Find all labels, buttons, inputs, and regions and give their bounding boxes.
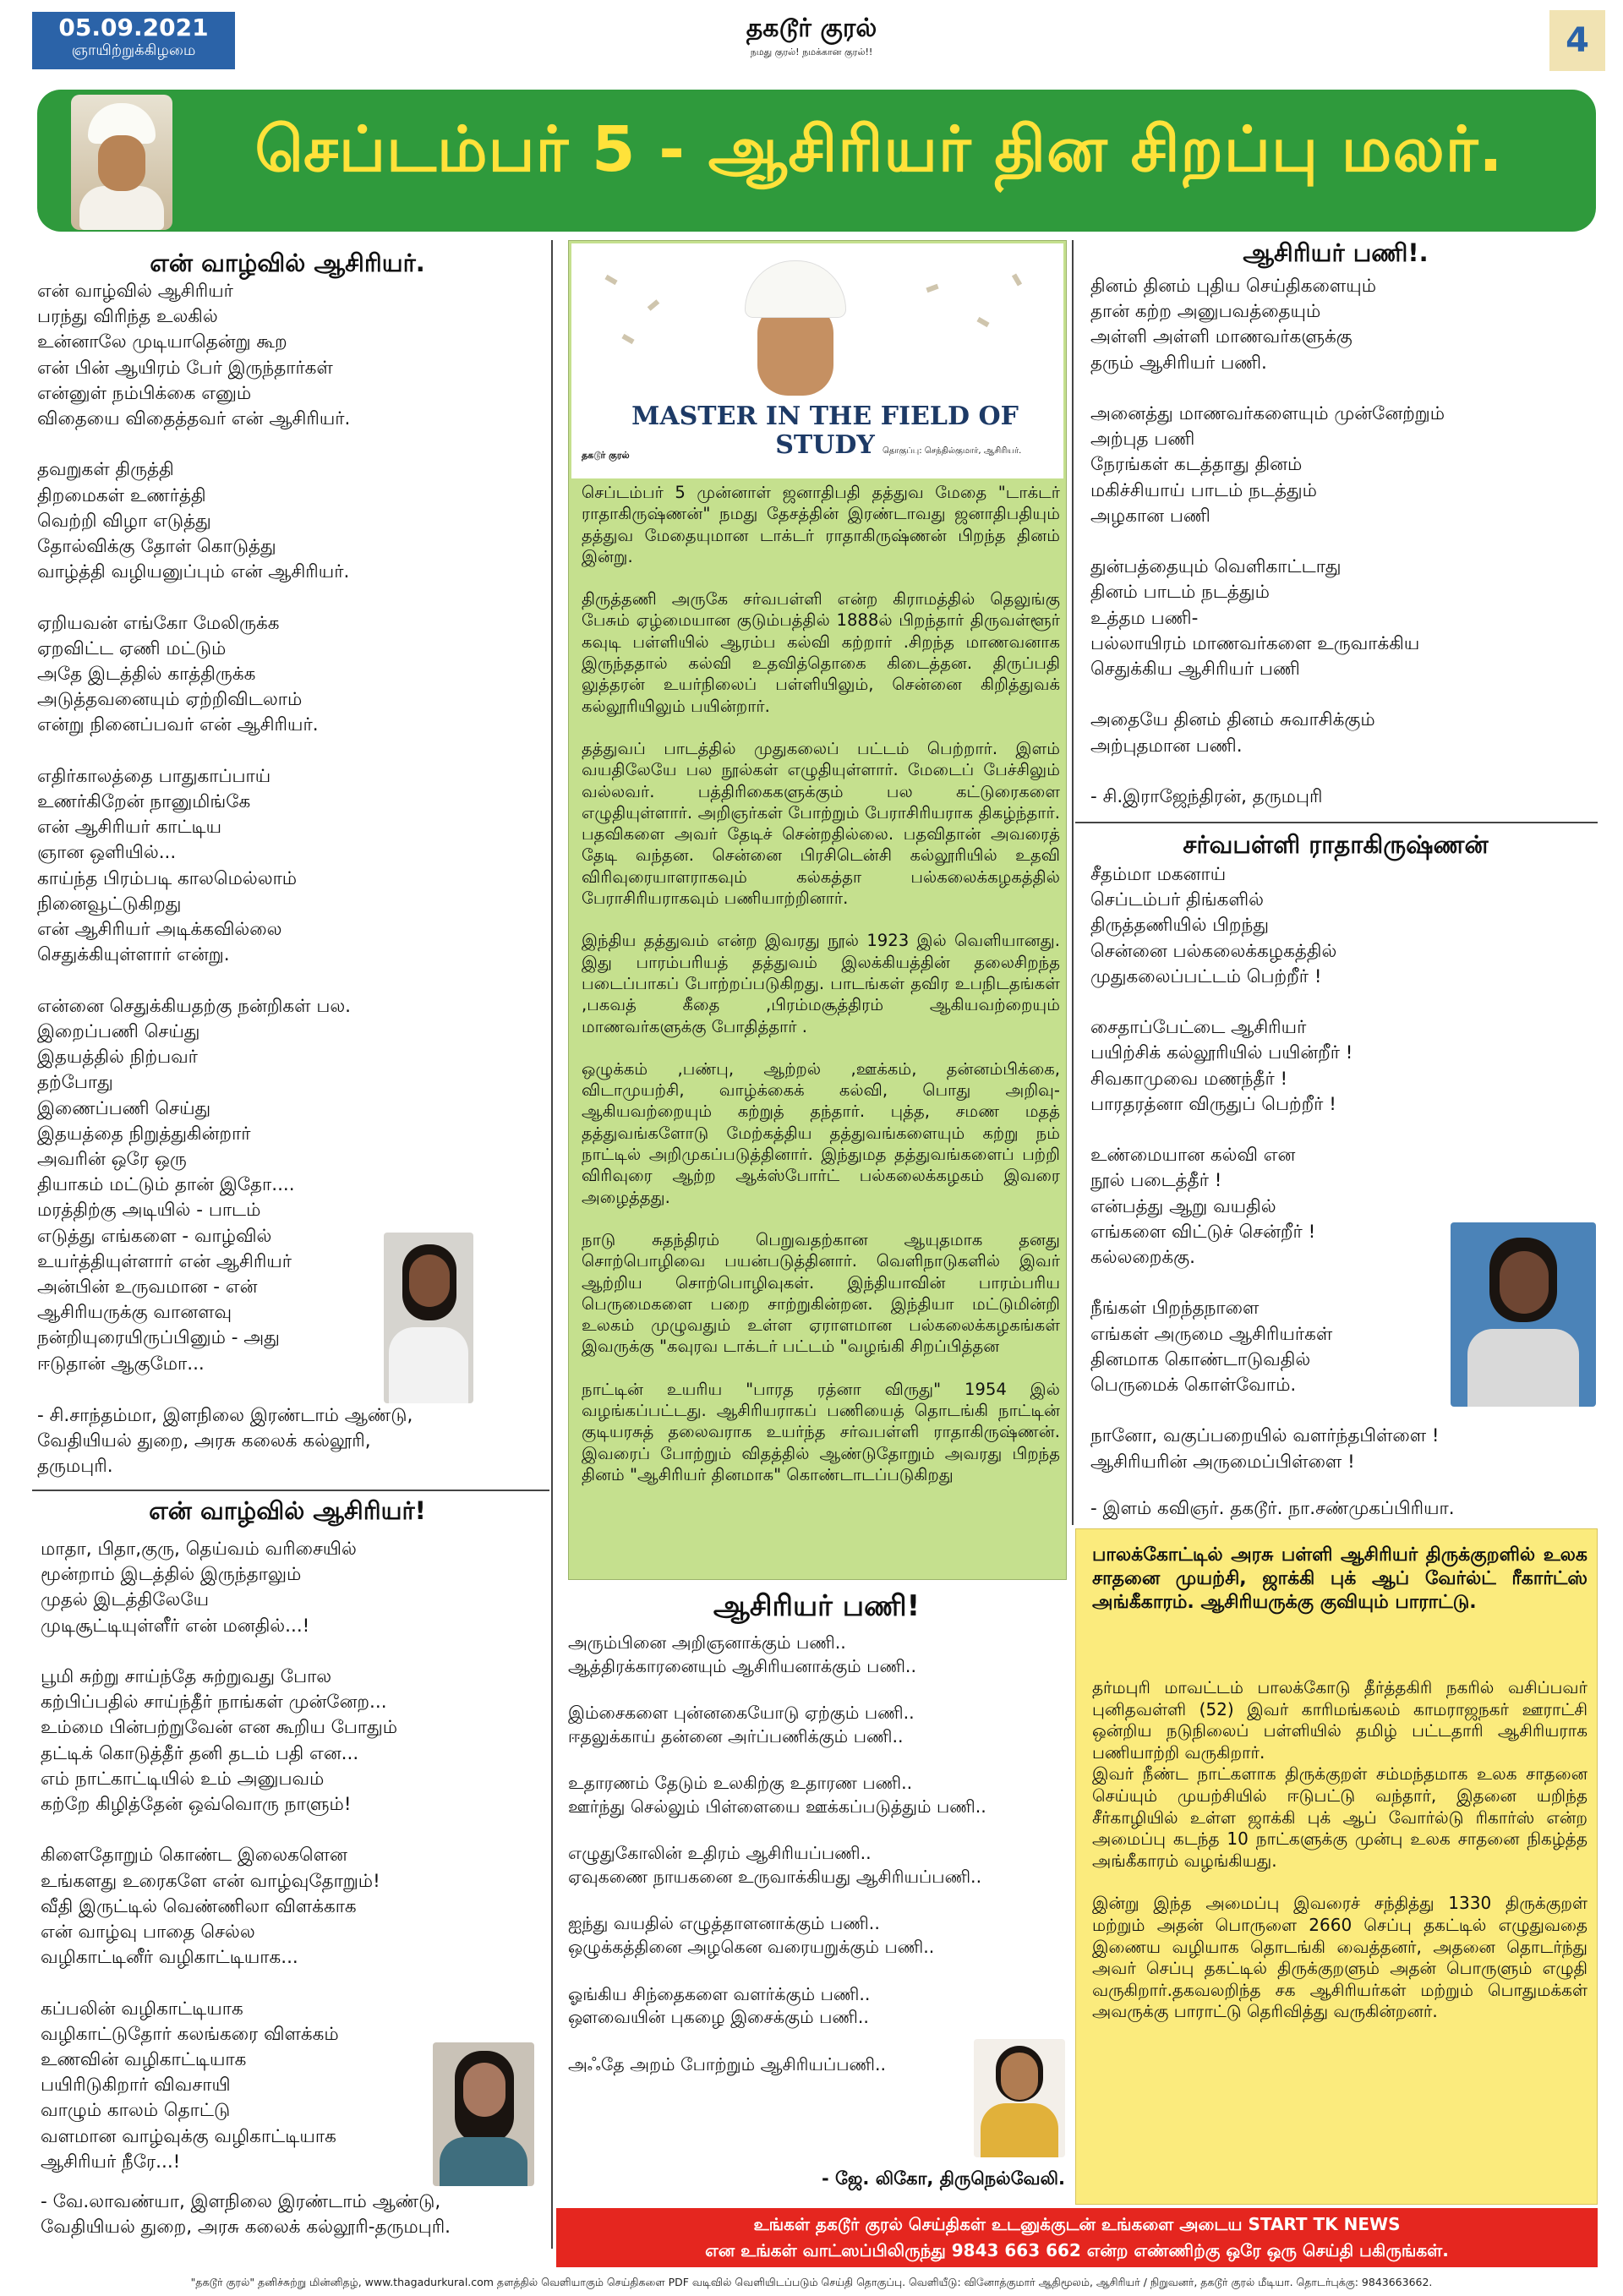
student-photo-3 bbox=[1451, 1222, 1596, 1407]
masthead-logo bbox=[727, 14, 896, 73]
page-number: 4 bbox=[1549, 10, 1605, 71]
date-box bbox=[32, 12, 235, 69]
right2-poem: சீதம்மா மகனாய் செப்டம்பர் திங்களில் திருத்தணியில் பிறந்து சென்னை பல்கலைக்கழகத்தில் முதுகலைப்பட்டம் பெற்றீர் ! சைதாப்பேட்டை ஆசிரியர் பயிற்சிக் கல்லூரியில் பயின்றீர் ! சிவகாமுவை மணந்தீர் ! பாரதரத்னா விருதுப் பெற்றீர் ! உண்மையான கல்வி என நூல் படைத்தீர் ! என்பத்து ஆறு வயதில் எங்களை விட்டுச் சென்றீர் ! கல்லறைக்கு. நீங்கள் பிறந்தநாளை எங்கள் அருமை ஆசிரியர்கள் தினமாக கொண்டாடுவதில் பெருமைக் கொள்வோம். நானோ, வகுப்பறையில் வளர்ந்தபிள்ளை ! ஆசிரியரின் அருமைப்பிள்ளை ! bbox=[1090, 864, 1440, 1473]
column-rule-left bbox=[551, 240, 553, 2249]
news-paragraph: இன்று இந்த அமைப்பு இவரைச் சந்தித்து 1330 திருக்குறள் மற்றும் அதன் பொருளை 2660 செப்பு தகட்டில் எழுதுவதை இணைய வழியாக தொடங்கி வைத்தனர், அதனை தொடர்ந்து அவர் செப்பு தகட்டில் திருக்குறளும் அதன் பொருளும் எழுதி வருகிறார்.தகவலறிந்த சக ஆசிரியர்கள் மற்றும் பொதுமக்கள் அவருக்கு பாராட்டு தெரிவித்து வருகின்றனர். bbox=[1092, 1893, 1587, 2022]
left1-author: - சி.சாந்தம்மா, இளநிலை இரண்டாம் ஆண்டு, வேதியியல் துறை, அரசு கலைக் கல்லூரி, தருமபுரி. bbox=[37, 1405, 413, 1478]
news-paragraph: தர்மபுரி மாவட்டம் பாலக்கோடு தீர்த்தகிரி நகரில் வசிப்பவர் புனிதவள்ளி (52) இவர் காரிமங்கலம் காமராஜநகர் ஊராட்சி ஒன்றிய நடுநிலைப் பள்ளியில் தமிழ் பட்டதாரி ஆசிரியராக பணியாற்றி வருகிறார். இவர் நீண்ட நாட்களாக திருக்குறள் சம்மந்தமாக உலக சாதனை செய்யும் முயற்சியில் ஈடுபட்டு வந்தார், இதனை யறிந்த சீர்காழியில் உள்ள ஜாக்கி புக் ஆப் வோர்ல்டு ரிகார்ஸ் என்ற அமைப்பு கடந்த 10 நாட்களுக்கு முன்பு உலக சாதனை நிகழ்த்த அங்கீகாரம் வழங்கியது. bbox=[1092, 1677, 1587, 1871]
center-paragraph: ஒழுக்கம் ,பண்பு, ஆற்றல் ,ஊக்கம், தன்னம்பிக்கை, விடாமுயற்சி, வாழ்க்கைக் கல்வி, பொது அறிவு- ஆகியவற்றையும் கற்றுத் தந்தார். புத்த, சமண மதத் தத்துவங்களோடு மேற்கத்திய தத்துவங்களையும் கற்று நம் நாட்டில் அறிமுகப்படுத்தினார். இந்துமத தத்துவங்களைப் பற்றி விரிவுரை ஆற்ற ஆக்ஸ்போர்ட் பல்கலைக்கழகம் இவரை அழைத்தது. bbox=[582, 1058, 1060, 1207]
radhakrishnan-portrait bbox=[71, 95, 172, 230]
right1-poem: தினம் தினம் புதிய செய்திகளையும் தான் கற்ற அனுபவத்தையும் அள்ளி அள்ளி மாணவர்களுக்கு தரும் ஆசிரியர் பணி. அனைத்து மாணவர்களையும் முன்னேற்றும் அற்புத பணி நேரங்கள் கடத்தாது தினம் மகிச்சியாய் பாடம் நடத்தும் அழகான பணி துன்பத்தையும் வெளிகாட்டாது தினம் பாடம் நடத்தும் உத்தம பணி- பல்லாயிரம் மாணவர்களை உருவாக்கிய செதுக்கிய ஆசிரியர் பணி அதையே தினம் தினம் சுவாசிக்கும் அற்புதமான பணி. bbox=[1090, 276, 1445, 757]
left1-title: என் வாழ்வில் ஆசிரியர். bbox=[150, 249, 425, 277]
left1-poem: என் வாழ்வில் ஆசிரியர் பரந்து விரிந்த உலகில் உன்னாலே முடியாதென்று கூற என் பின் ஆயிரம் பேர் இருந்தார்கள் என்னுள் நம்பிக்கை எனும் விதையை விதைத்தவர் என் ஆசிரியர். தவறுகள் திருத்தி திறமைகள் உணர்த்தி வெற்றி விழா எடுத்து தோல்விக்கு தோள் கொடுத்து வாழ்த்தி வழியனுப்பும் என் ஆசிரியர். ஏறியவன் எங்கோ மேலிருக்க ஏறவிட்ட ஏணி மட்டும் அதே இடத்தில் காத்திருக்க அடுத்தவனையும் ஏற்றிவிடலாம் என்று நினைப்பவர் என் ஆசிரியர். எதிர்காலத்தை பாதுகாப்பாய் உணர்கிறேன் நானுமிங்கே என் ஆசிரியர் காட்டிய ஞான ஒளியில்... காய்ந்த பிரம்படி காலமெல்லாம் நினைவூட்டுகிறது என் ஆசிரியர் அடிக்கவில்லை செதுக்கியுள்ளார் என்று. என்னை செதுக்கியதற்கு நன்றிகள் பல. இறைப்பணி செய்து இதயத்தில் நிற்பவர் தற்போது இணைப்பணி செய்து இதயத்தை நிறுத்துகின்றார் அவரின் ஒரே ஒரு தியாகம் மட்டும் தான் இதோ.... மரத்திற்கு அடியில் - பாடம் எடுத்து எங்களை - வாழ்வில் உயர்த்தியுள்ளார் என் ஆசிரியர் அன்பின் உருவமான - என் ஆசிரியருக்கு வானளவு நன்றியுரையிருப்பினும் - அது ஈடுதான் ஆகுமோ... bbox=[37, 281, 352, 1375]
footer-text: "தகடூர் குரல்" தனிச்சுற்று மின்னிதழ், www.thagadurkural.com தளத்தில் வெளியாகும் செய்திகளை PDF வடிவில் வெளியிடப்படும் செய்தி தொகுப்பு. வெளியீடு: வினோத்குமார் ஆதிமூலம், ஆசிரியர் / நிறுவனர், தகடூர் குரல் மீடியா. தொடர்புக்கு: 9843663662. bbox=[190, 2276, 1433, 2288]
left2-poem: மாதா, பிதா,குரு, தெய்வம் வரிசையில் மூன்றாம் இடத்தில் இருந்தாலும் முதல் இடத்திலேயே முடிசூட்டியுள்ளீர் என் மனதில்...! பூமி சுற்று சாய்ந்தே சுற்றுவது போல கற்பிப்பதில் சாய்ந்தீர் நாங்கள் முன்னேற... உம்மை பின்பற்றுவேன் என கூறிய போதும் தட்டிக் கொடுத்தீர் தனி தடம் பதி என... எம் நாட்காட்டியில் உம் அனுபவம் கற்றே கிழித்தேன் ஒவ்வொரு நாளும்! கிளைதோறும் கொண்ட இலைகளென உங்களது உரைகளே என் வாழ்வுதோறும்! வீதி இருட்டில் வெண்ணிலா விளக்காக என் வாழ்வு பாதை செல்ல வழிகாட்டினீர் வழிகாட்டியாக... கப்பலின் வழிகாட்டியாக வழிகாட்டுதோர் கலங்கரை விளக்கம் உணவின் வழிகாட்டியாக பயிரிடுகிறார் விவசாயி வாழும் காலம் தொட்டு வளமான வாழ்வுக்கு வழிகாட்டியாக ஆசிரியர் நீரே...! bbox=[41, 1539, 398, 2173]
logo-text: தகடூர் குரல் bbox=[746, 14, 877, 43]
center-article-text bbox=[582, 482, 1060, 1485]
issue-day: ஞாயிற்றுக்கிழமை bbox=[71, 41, 196, 59]
left2-title: என் வாழ்வில் ஆசிரியர்! bbox=[149, 1496, 426, 1525]
issue-date: 05.09.2021 bbox=[58, 14, 209, 41]
center-paragraph: திருத்தணி அருகே சர்வபள்ளி என்ற கிராமத்தில் தெலுங்கு பேசும் ஏழ்மையான குடும்பத்தில் 1888ல் பிறந்தார் திருவள்ளூர் கவுடி பள்ளியில் ஆரம்ப கல்வி கற்றார் .சிறந்த மாணவனாக இருந்ததால் கல்வி உதவித்தொகை கிடைத்தன. திருப்பதி லுத்தரன் உயர்நிலைப் பள்ளியிலும், சென்னை கிறித்துவக் கல்லூரியிலும் பயின்றார். bbox=[582, 589, 1060, 716]
center2-title: ஆசிரியர் பணி! bbox=[713, 1589, 921, 1623]
subscribe-line-2: என உங்கள் வாட்ஸப்பிலிருந்து 9843 663 662 என்ற எண்ணிற்கு ஒரே ஒரு செய்தி பகிருங்கள். bbox=[705, 2240, 1449, 2260]
right2-title: சர்வபள்ளி ராதாகிருஷ்ணன் bbox=[1183, 830, 1489, 859]
subscribe-line-1: உங்கள் தகடூர் குரல் செய்திகள் உடனுக்குடன் உங்களை அடைய START TK NEWS bbox=[753, 2214, 1401, 2234]
center2-poem: அரும்பினை அறிஞனாக்கும் பணி.. ஆத்திரக்காரனையும் ஆசிரியனாக்கும் பணி.. இம்சைகளை புன்னகையோடு ஏற்கும் பணி.. ஈதலுக்காய் தன்னை அர்ப்பணிக்கும் பணி.. உதாரணம் தேடும் உலகிற்கு உதாரண பணி.. ஊர்ந்து செல்லும் பிள்ளையை ஊக்கப்படுத்தும் பணி.. எழுதுகோலின் உதிரம் ஆசிரியப்பணி.. ஏவுகணை நாயகனை உருவாக்கியது ஆசிரியப்பணி.. ஐந்து வயதில் எழுத்தாளனாக்கும் பணி.. ஒழுக்கத்தினை அழகென வரையறுக்கும் பணி.. ஓங்கிய சிந்தைகளை வளர்க்கும் பணி.. ஔவையின் புகழை இசைக்கும் பணி.. அஃதே அறம் போற்றும் ஆசிரியப்பணி.. bbox=[568, 1632, 986, 2075]
news-body bbox=[1092, 1677, 1587, 2023]
poster-title: MASTER IN THE FIELD OF STUDY bbox=[631, 402, 1019, 460]
subscribe-banner bbox=[556, 2208, 1598, 2267]
right1-author: - சி.இராஜேந்திரன், தருமபுரி bbox=[1090, 786, 1323, 807]
center-paragraph: நாட்டின் உயரிய "பாரத ரத்னா விருது" 1954 இல் வழங்கப்பட்டது. ஆசிரியராகப் பணியைத் தொடங்கி நாட்டின் குடியரசுத் தலைவராக உயர்ந்த சர்வபள்ளி ராதாகிருஷ்ணன். இவரைப் போற்றும் விதத்தில் ஆண்டுதோறும் அவரது பிறந்த தினம் "ஆசிரியர் தினமாக" கொண்டாடப்படுகிறது bbox=[582, 1379, 1060, 1484]
center2-author: - ஜே. லிகோ, திருநெல்வேலி. bbox=[821, 2168, 1065, 2189]
student-photo-2 bbox=[433, 2042, 534, 2186]
center-paragraph: நாடு சுதந்திரம் பெறுவதற்கான ஆயுதமாக தனது சொற்பொழிவை பயன்படுத்தினார். வெளிநாடுகளில் இவர் ஆற்றிய சொற்பொழிவுகள். இந்தியாவின் பாரம்பரிய பெருமைகளை பறை சாற்றுகின்றன. இந்தியா மட்டுமின்றி உலகம் முழுவதும் உள்ள ஏராளமான பல்கலைக்கழகங்கள் இவருக்கு "கவுரவ டாக்டர் பட்டம் "வழங்கி சிறப்பித்தன bbox=[582, 1229, 1060, 1357]
center-paragraph: இந்திய தத்துவம் என்ற இவரது நூல் 1923 இல் வெளியானது. இது பாரம்பரியத் தத்துவம் இலக்கியத்தின் தலைசிறந்த படைப்பாகப் போற்றப்படுகிறது. பாடங்கள் தவிர உபநிடதங்கள் ,பகவத் கீதை ,பிரம்மசூத்திரம் ஆகியவற்றையும் மாணவர்களுக்கு போதித்தார் . bbox=[582, 931, 1060, 1036]
banner-title: செப்டம்பர் 5 - ஆசிரியர் தின சிறப்பு மலர். bbox=[254, 113, 1504, 186]
column-rule-right bbox=[1072, 240, 1074, 1525]
poster-image bbox=[571, 243, 1063, 478]
right1-title: ஆசிரியர் பணி!. bbox=[1243, 238, 1429, 267]
center-paragraph: செப்டம்பர் 5 முன்னாள் ஜனாதிபதி தத்துவ மேதை "டாக்டர் ராதாகிருஷ்ணன்" நமது தேசத்தின் இரண்டாவது ஜனாதிபதியும் தத்துவ மேதையுமான டாக்டர் ராதாகிருஷ்ணன் பிறந்த தினம் இன்று. bbox=[582, 483, 1060, 566]
poster-logo: தகடூர் குரல் bbox=[582, 450, 630, 461]
logo-tagline: நமது குரல்! நமக்கான குரல்!! bbox=[750, 46, 873, 57]
right2-author: - இளம் கவிஞர். தகடூர். நா.சண்முகப்பிரியா. bbox=[1090, 1498, 1455, 1519]
right-divider bbox=[1075, 822, 1598, 823]
left-divider bbox=[32, 1490, 549, 1491]
teacher-photo bbox=[974, 2039, 1065, 2157]
poster-credit: தொகுப்பு: செந்தில்குமார், ஆசிரியர். bbox=[883, 446, 1022, 456]
news-headline: பாலக்கோட்டில் அரசு பள்ளி ஆசிரியர் திருக்குறளில் உலக சாதனை முயற்சி, ஜாக்கி புக் ஆப் வேர்ல்ட் ரீகார்ட்ஸ் அங்கீகாரம். ஆசிரியருக்கு குவியும் பாராட்டு. bbox=[1092, 1544, 1587, 1613]
left2-author: - வே.லாவண்யா, இளநிலை இரண்டாம் ஆண்டு, வேதியியல் துறை, அரசு கலைக் கல்லூரி-தருமபுரி. bbox=[41, 2191, 451, 2239]
center-paragraph: தத்துவப் பாடத்தில் முதுகலைப் பட்டம் பெற்றார். இளம் வயதிலேயே பல நூல்கள் எழுதியுள்ளார். மேடைப் பேச்சிலும் வல்லவர். பத்திரிகைகளுக்கும் பல கட்டுரைகளை எழுதியுள்ளார். அறிஞர்கள் போற்றும் பேராசிரியராக திகழ்ந்தார். பதவிகளை அவர் தேடிச் சென்றதில்லை. பதவிதான் அவரைத் தேடி வந்தன. சென்னை பிரசிடென்சி கல்லூரியில் உதவி விரிவுரையாளராகவும் கல்கத்தா பல்கலைக்கழகத்தில் பேராசிரியராகவும் பணியாற்றினார். bbox=[582, 738, 1060, 909]
student-photo-1 bbox=[384, 1233, 473, 1403]
